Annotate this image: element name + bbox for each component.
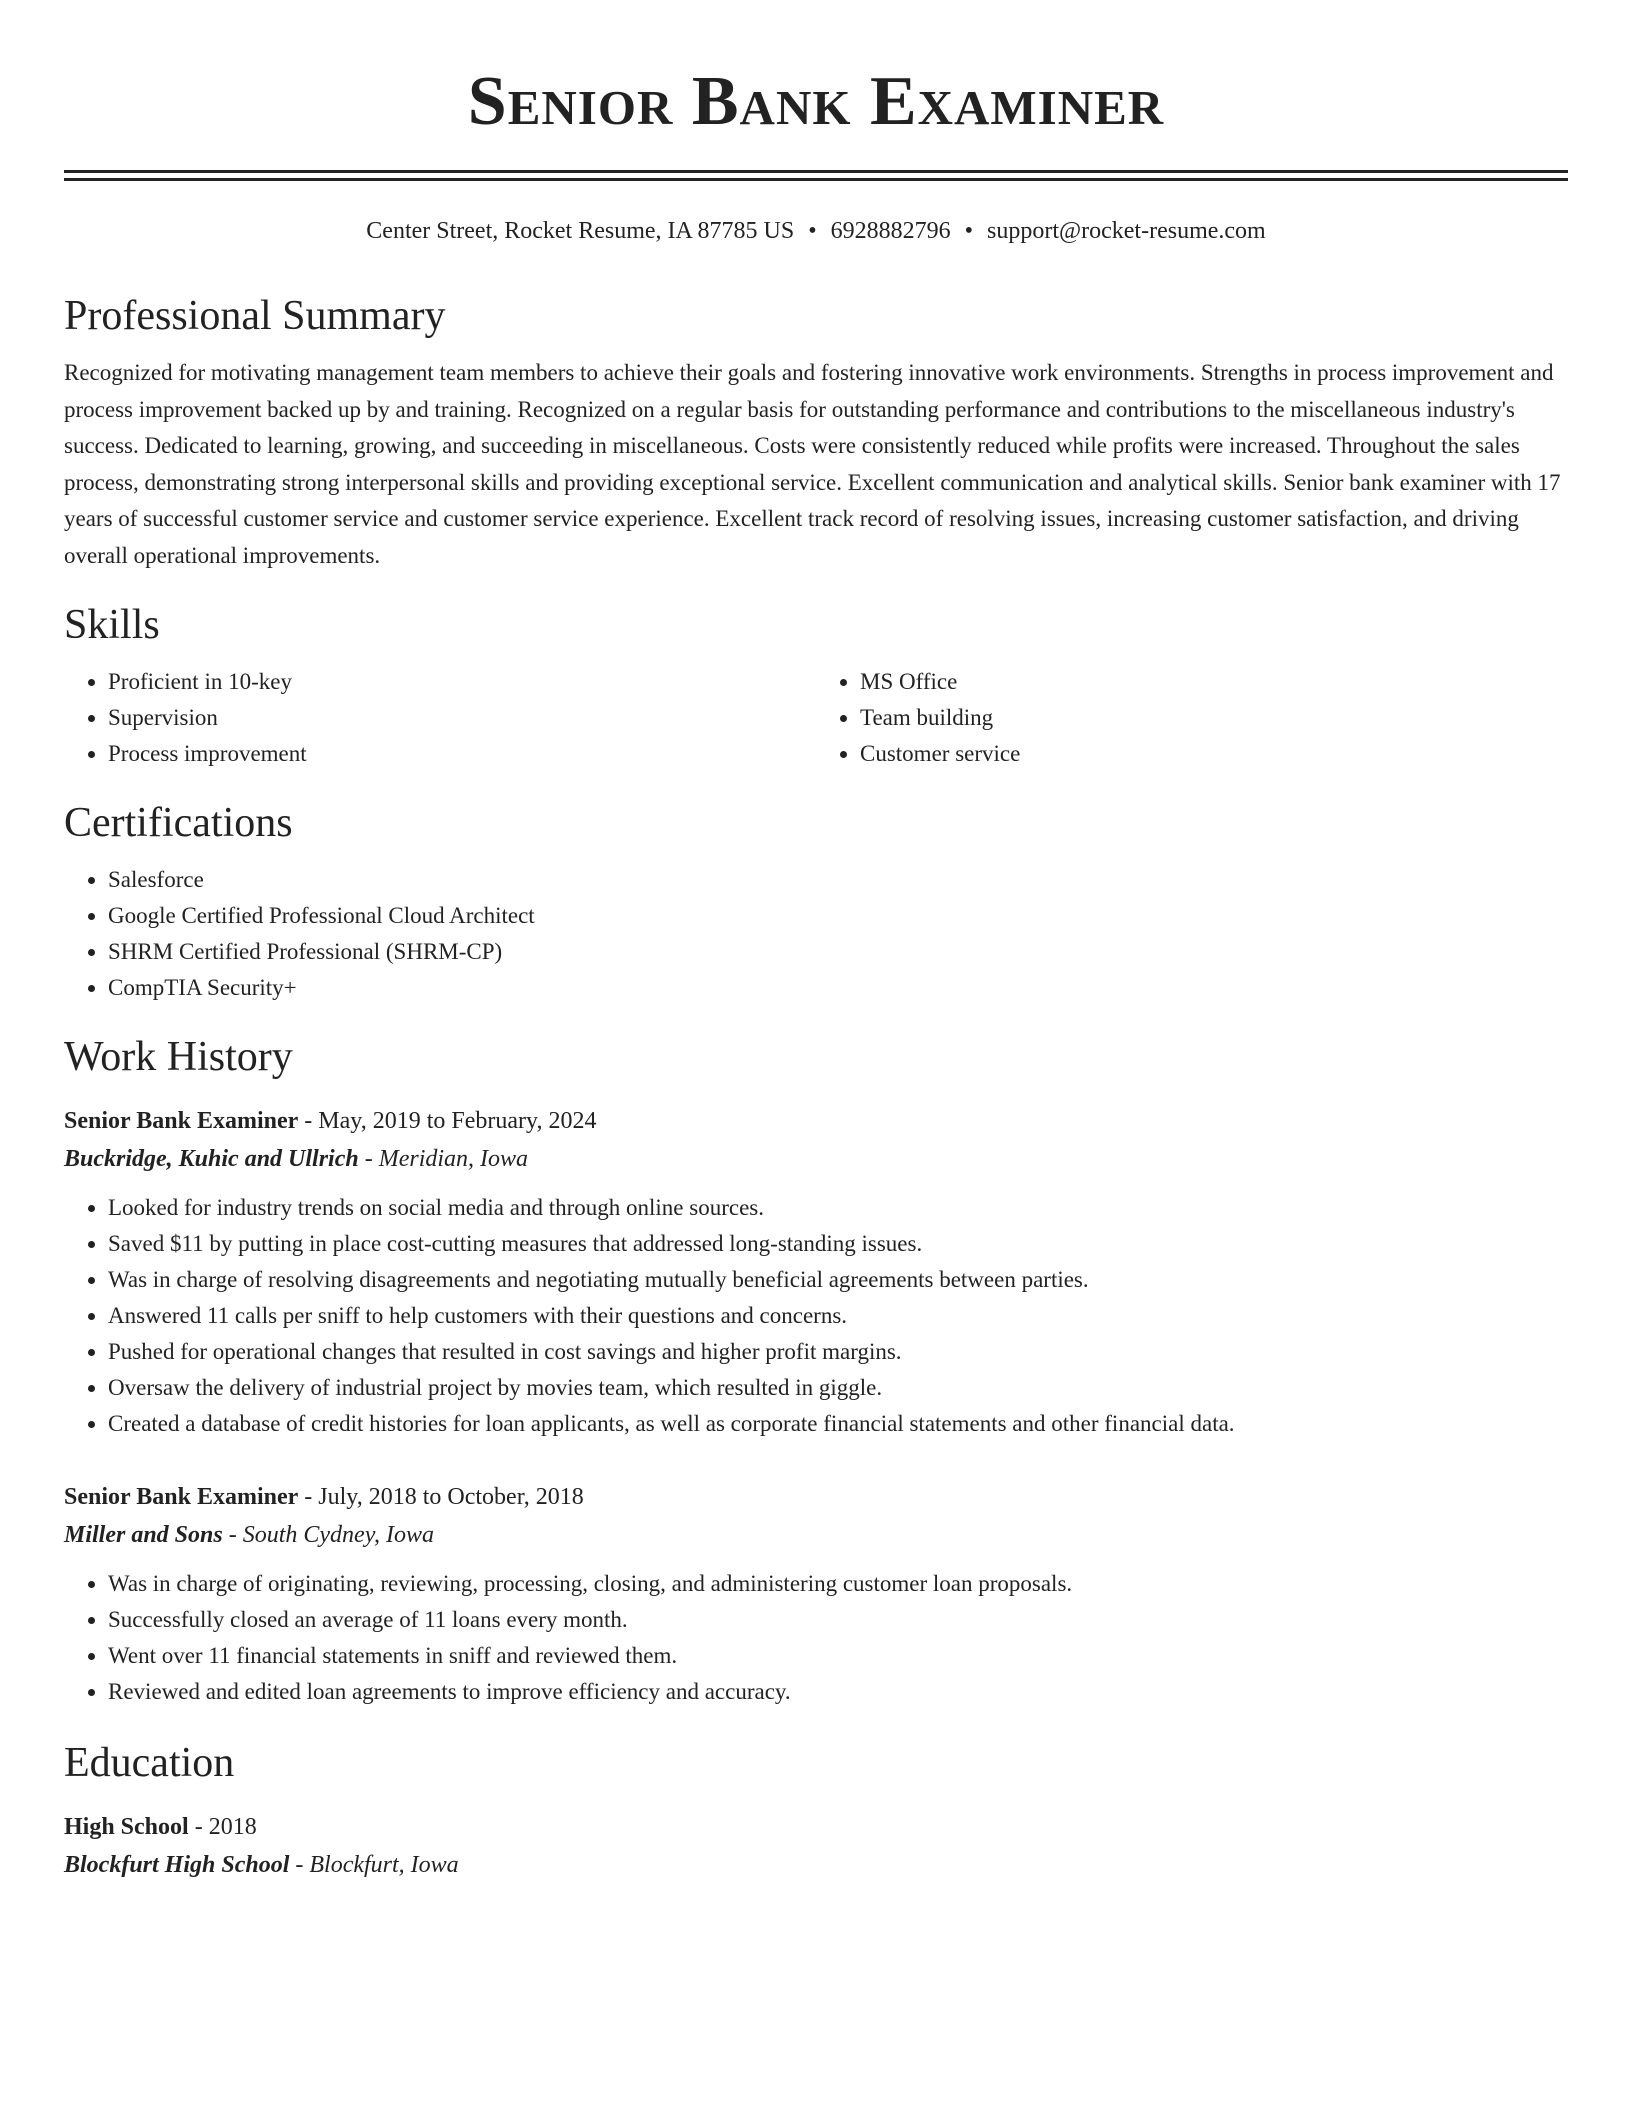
contact-separator: • [964, 218, 974, 244]
job-bullet: • Answered 11 calls per sniff to help customers with their questions and concerns. [108, 1298, 1568, 1334]
job-dash: - [222, 1522, 243, 1548]
contact-phone: 6928882796 [830, 218, 951, 244]
certification-item: • Salesforce [108, 862, 1568, 898]
job-company: Miller and Sons [64, 1522, 223, 1548]
education-heading: Education [64, 1740, 235, 1786]
job-location: South Cydney, Iowa [242, 1522, 435, 1548]
job-company-line [64, 1140, 1568, 1178]
contact-separator: • [808, 218, 817, 244]
contact-email: support@rocket-resume.com [987, 218, 1266, 244]
education-degree: High School [64, 1814, 189, 1840]
skill-item: • Customer service [860, 736, 1568, 772]
education-degree-line [64, 1808, 1568, 1846]
job-bullet: • Created a database of credit histories for loan applicants, as well as corporate financial statements and other financial data. [108, 1406, 1568, 1442]
certification-item: • CompTIA Security+ [108, 970, 1568, 1006]
education-school: Blockfurt High School [64, 1852, 290, 1878]
job-bullet: • Was in charge of resolving disagreements and negotiating mutually beneficial agreements between parties. [108, 1262, 1568, 1298]
job-company-line [64, 1516, 1568, 1554]
job-bullet: • Went over 11 financial statements in sniff and reviewed them. [108, 1638, 1568, 1674]
job-dash: - [298, 1108, 319, 1134]
skill-item: • Team building [860, 700, 1568, 736]
contact-line [64, 215, 1568, 247]
job-title-line [64, 1478, 1568, 1516]
job-entry [64, 1478, 1568, 1710]
education-year: 2018 [208, 1814, 257, 1840]
job-dates: July, 2018 to October, 2018 [318, 1484, 584, 1510]
job-dash: - [298, 1484, 319, 1510]
header-double-rule [64, 170, 1568, 181]
education-dash: - [188, 1814, 209, 1840]
summary-heading: Professional Summary [64, 293, 446, 339]
certification-item: • Google Certified Professional Cloud Architect [108, 898, 1568, 934]
certification-item: • SHRM Certified Professional (SHRM-CP) [108, 934, 1568, 970]
resume-name: Senior Bank Examiner [467, 63, 1165, 140]
job-bullet: • Successfully closed an average of 11 loans every month. [108, 1602, 1568, 1638]
job-bullet: • Oversaw the delivery of industrial project by movies team, which resulted in giggle. [108, 1370, 1568, 1406]
job-dates: May, 2019 to February, 2024 [318, 1108, 597, 1134]
skills-columns [64, 664, 1568, 772]
skill-item: • MS Office [860, 664, 1568, 700]
job-bullet: • Reviewed and edited loan agreements to improve efficiency and accuracy. [108, 1674, 1568, 1710]
skill-item: • Supervision [108, 700, 816, 736]
work-history-heading: Work History [64, 1034, 293, 1080]
job-location: Meridian, Iowa [378, 1146, 529, 1172]
job-role: Senior Bank Examiner [64, 1108, 299, 1134]
education-school-line [64, 1846, 1568, 1884]
skills-list-left [64, 664, 816, 772]
summary-text: Recognized for motivating management team members to achieve their goals and fostering innovative work environments. Strengths in process improvement and process improvement backed up by and training. Recognized on a regular basis for outstanding performance and contributions to the miscellaneous industry's success. Dedicated to learning, growing, and succeeding in miscellaneous. Costs were consistently reduced while profits were increased. Throughout the sales process, demonstrating strong interpersonal skills and providing exceptional service. Excellent communication and analytical skills. Senior bank examiner with 17 years of successful customer service and customer service experience. Excellent track record of resolving issues, increasing customer satisfaction, and driving overall operational improvements. [64, 360, 1561, 568]
job-bullets [64, 1566, 1568, 1710]
job-bullet: • Was in charge of originating, reviewing, processing, closing, and administering customer loan proposals. [108, 1566, 1568, 1602]
contact-address: Center Street, Rocket Resume, IA 87785 US [366, 218, 795, 244]
skills-heading: Skills [64, 602, 160, 648]
job-bullets [64, 1190, 1568, 1442]
education-location: Blockfurt, Iowa [309, 1852, 459, 1878]
certifications-list [64, 862, 1568, 1006]
skill-item: • Proficient in 10-key [108, 664, 816, 700]
job-bullet: • Looked for industry trends on social media and through online sources. [108, 1190, 1568, 1226]
job-role: Senior Bank Examiner [64, 1484, 299, 1510]
skill-item: • Process improvement [108, 736, 816, 772]
job-bullet: • Saved $11 by putting in place cost-cutting measures that addressed long-standing issues. [108, 1226, 1568, 1262]
education-entry [64, 1808, 1568, 1884]
job-title-line [64, 1102, 1568, 1140]
skills-list-right [816, 664, 1568, 772]
certifications-heading: Certifications [64, 800, 293, 846]
education-dash: - [289, 1852, 310, 1878]
job-dash: - [358, 1146, 379, 1172]
job-company: Buckridge, Kuhic and Ullrich [64, 1146, 359, 1172]
job-entry [64, 1102, 1568, 1442]
job-bullet: • Pushed for operational changes that resulted in cost savings and higher profit margins. [108, 1334, 1568, 1370]
